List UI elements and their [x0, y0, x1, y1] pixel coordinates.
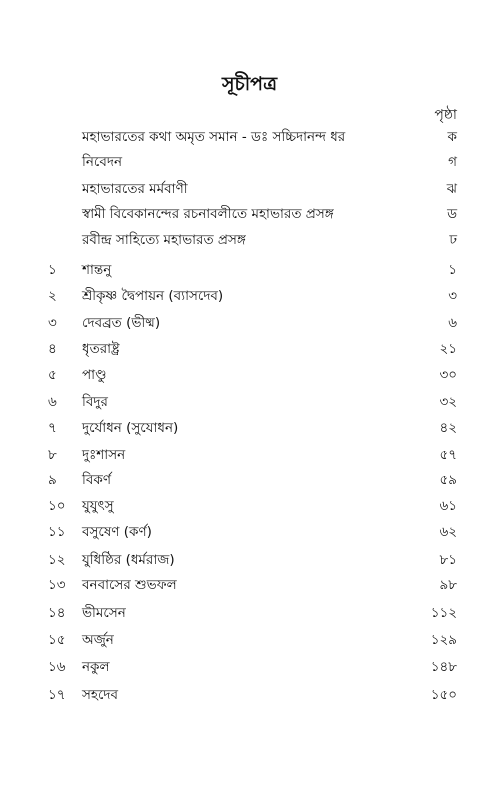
toc-entry-title: অর্জুন: [82, 632, 114, 648]
toc-entry-page: ৬১: [439, 498, 457, 514]
toc-entry-title: দুঃশাসন: [82, 447, 126, 463]
toc-entry-number: ৯: [48, 472, 57, 488]
toc-entry-title: মহাভারতের মর্মবাণী: [82, 181, 188, 197]
toc-entry-page: গ: [448, 154, 457, 170]
toc-entry-page: ৪২: [439, 420, 457, 436]
toc-entry-page: ১৫০: [430, 687, 457, 703]
toc-entry-page: ৩২: [439, 394, 457, 410]
toc-entry-title: মহাভারতের কথা অমৃত সমান - ডঃ সচ্চিদানন্দ ধর: [82, 129, 346, 145]
toc-entry: [0, 151, 499, 173]
toc-entry-page: ক: [447, 129, 457, 145]
toc-entry-page: ৩০: [439, 367, 457, 383]
toc-entry-number: ১৪: [48, 605, 66, 621]
toc-entry-number: ১৬: [48, 659, 66, 675]
toc-entry-title: ভীমসেন: [82, 605, 126, 621]
toc-entry: [0, 684, 499, 706]
toc-entry-title: স্বামী বিবেকানন্দের রচনাবলীতে মহাভারত প্রসঙ্গ: [82, 206, 334, 222]
toc-entry: [0, 229, 499, 251]
toc-entry-title: নিবেদন: [82, 154, 123, 170]
toc-entry-page: ড: [447, 206, 457, 222]
toc-entry-title: যুযুৎসু: [82, 498, 114, 514]
toc-entry-page: ২১: [439, 341, 457, 357]
toc-entry-page: ঢ: [449, 232, 457, 248]
toc-entry-number: ২: [48, 288, 57, 304]
toc-entry-title: পাণ্ডু: [82, 367, 107, 383]
toc-entry-title: বিকর্ণ: [82, 472, 111, 488]
toc-entry: [0, 549, 499, 571]
toc-entry: [0, 444, 499, 466]
toc-entry-page: ১৪৮: [430, 659, 457, 675]
toc-entry-number: ৪: [48, 341, 57, 357]
toc-entry-number: ১২: [48, 552, 66, 568]
toc-entry-number: ৩: [48, 315, 57, 331]
toc-entry-number: ১৩: [48, 577, 66, 593]
toc-entry-title: দেবব্রত (ভীষ্ম): [82, 315, 161, 331]
toc-entry-number: ৭: [48, 420, 57, 436]
toc-entry-number: ১৭: [48, 687, 66, 703]
toc-entry-title: রবীন্দ্র সাহিত্যে মহাভারত প্রসঙ্গ: [82, 232, 246, 248]
toc-entry-page: ১: [448, 262, 457, 278]
toc-entry-page: ঝ: [446, 181, 457, 197]
toc-entry-title: শ্রীকৃষ্ণ দ্বৈপায়ন (ব্যাসদেব): [82, 288, 224, 304]
toc-entry-page: ৩: [448, 288, 457, 304]
toc-entry-number: ১৫: [48, 632, 66, 648]
toc-entry-number: ১: [48, 262, 57, 278]
toc-entry: [0, 364, 499, 386]
toc-entry: [0, 259, 499, 281]
toc-entry-title: সহদেব: [82, 687, 119, 703]
toc-entry-page: ৫৭: [439, 447, 457, 463]
toc-entry: [0, 338, 499, 360]
toc-entry-title: বিদুর: [82, 394, 108, 410]
toc-entry-title: বনবাসের শুভফল: [82, 577, 177, 593]
toc-entry: [0, 417, 499, 439]
page-title: সূচীপত্র: [221, 73, 278, 95]
toc-entry: [0, 126, 499, 148]
page-column-header: পৃষ্ঠা: [434, 107, 457, 123]
toc-entry-page: ৫৯: [439, 472, 457, 488]
toc-entry-number: ৮: [48, 447, 57, 463]
toc-entry: [0, 602, 499, 624]
toc-entry-title: যুধিষ্ঠির (ধর্মরাজ): [82, 552, 175, 568]
toc-entry-page: ১১২: [430, 605, 457, 621]
toc-entry-title: দুর্যোধন (সুযোধন): [82, 420, 179, 436]
toc-entry-page: ৯৮: [439, 577, 457, 593]
toc-entry: [0, 469, 499, 491]
toc-entry: [0, 312, 499, 334]
toc-entry-page: ১২৯: [430, 632, 457, 648]
toc-entry: [0, 656, 499, 678]
toc-entry-title: শান্তনু: [82, 262, 112, 278]
toc-entry-title: ধৃতরাষ্ট্র: [82, 341, 120, 357]
toc-entry: [0, 203, 499, 225]
toc-entry: [0, 391, 499, 413]
toc-entry-number: ৫: [48, 367, 57, 383]
toc-entry: [0, 495, 499, 517]
toc-entry-number: ১০: [48, 498, 66, 514]
toc-entry-page: ৬২: [439, 524, 457, 540]
toc-entry: [0, 285, 499, 307]
toc-entry-number: ১১: [48, 524, 66, 540]
toc-entry: [0, 178, 499, 200]
toc-entry-title: নকুল: [82, 659, 110, 675]
toc-entry-page: ৬: [448, 315, 457, 331]
toc-entry-page: ৮১: [439, 552, 457, 568]
toc-entry-number: ৬: [48, 394, 57, 410]
toc-entry-title: বসুষেণ (কর্ণ): [82, 524, 152, 540]
toc-entry: [0, 574, 499, 596]
toc-entry: [0, 521, 499, 543]
toc-entry: [0, 629, 499, 651]
